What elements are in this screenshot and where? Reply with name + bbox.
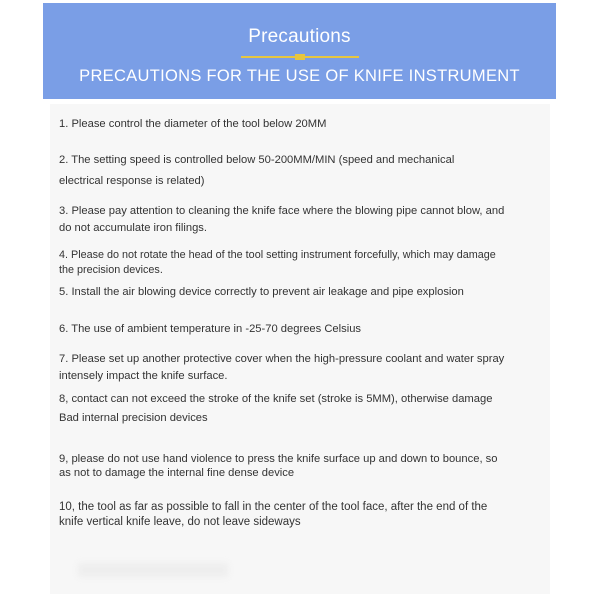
title-underline bbox=[241, 56, 359, 58]
precaution-line: Bad internal precision devices bbox=[59, 412, 208, 424]
precaution-item-8 bbox=[59, 390, 539, 428]
precaution-item-1 bbox=[59, 116, 539, 133]
precaution-line: 8, contact can not exceed the stroke of the knife set (stroke is 5MM), otherwise damage bbox=[59, 393, 493, 405]
precaution-line: 2. The setting speed is controlled below 50-200MM/MIN (speed and mechanical bbox=[59, 154, 455, 166]
page-title: Precautions bbox=[248, 26, 351, 47]
precaution-item-2 bbox=[59, 150, 539, 192]
faded-footer-text bbox=[78, 563, 228, 577]
precaution-line: as not to damage the internal fine dense device bbox=[59, 467, 295, 479]
header-banner bbox=[43, 3, 556, 99]
precaution-item-3 bbox=[59, 203, 539, 237]
precaution-line: electrical response is related) bbox=[59, 175, 205, 187]
precaution-line: knife vertical knife leave, do not leave sideways bbox=[59, 516, 301, 528]
precaution-item-4 bbox=[59, 248, 539, 278]
precaution-line: 10, the tool as far as possible to fall in the center of the tool face, after the end of the bbox=[59, 501, 488, 513]
precaution-line: 7. Please set up another protective cover when the high-pressure coolant and water spray bbox=[59, 353, 505, 365]
precaution-line: the precision devices. bbox=[59, 264, 163, 276]
precaution-line: 6. The use of ambient temperature in -25-70 degrees Celsius bbox=[59, 323, 362, 335]
precaution-line: do not accumulate iron filings. bbox=[59, 222, 208, 234]
precaution-line: 9, please do not use hand violence to press the knife surface up and down to bounce, so bbox=[59, 453, 498, 465]
precaution-line: 3. Please pay attention to cleaning the knife face where the blowing pipe cannot blow, and bbox=[59, 205, 505, 217]
precaution-item-10 bbox=[59, 500, 539, 530]
precaution-item-6 bbox=[59, 321, 539, 338]
precaution-line: 1. Please control the diameter of the tool below 20MM bbox=[59, 118, 327, 130]
page-subtitle: PRECAUTIONS FOR THE USE OF KNIFE INSTRUMENT bbox=[79, 67, 520, 85]
precaution-item-5 bbox=[59, 284, 539, 301]
precaution-line: 4. Please do not rotate the head of the tool setting instrument forcefully, which may damage bbox=[59, 249, 496, 261]
precaution-line: 5. Install the air blowing device correctly to prevent air leakage and pipe explosion bbox=[59, 286, 464, 298]
precaution-line: intensely impact the knife surface. bbox=[59, 370, 228, 382]
precaution-item-7 bbox=[59, 351, 539, 385]
precaution-item-9 bbox=[59, 452, 539, 480]
